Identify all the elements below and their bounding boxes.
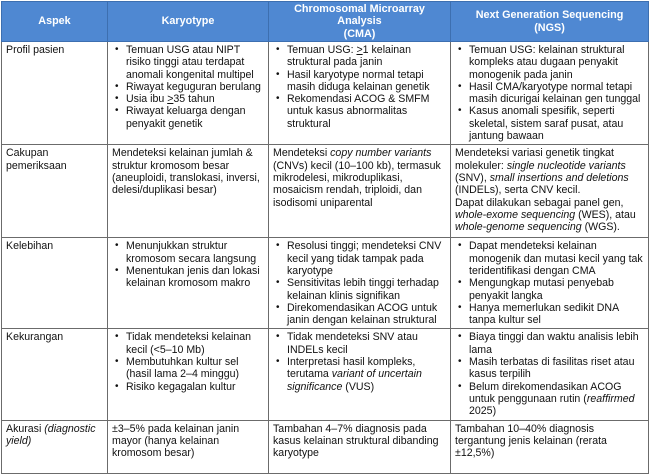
header-aspek-label: Aspek [38, 15, 71, 28]
header-karyotype [108, 2, 269, 42]
row-label: Cakupan pemeriksaan [6, 147, 67, 172]
cell-aspek [2, 42, 108, 145]
comparison-table [1, 1, 649, 474]
cell-karyotype [108, 145, 269, 238]
row-label: Akurasi [6, 422, 45, 435]
row-label: Kelebihan [6, 240, 54, 253]
row-label: Profil pasien [6, 44, 65, 56]
row-kelebihan [2, 238, 649, 329]
text: Dapat dilakukan sebagai panel gen, [455, 196, 624, 209]
text: 35 tahun [173, 93, 215, 106]
cell-cma [269, 420, 451, 473]
text: (SNV), [455, 171, 490, 184]
cell-ngs [451, 238, 649, 329]
bullet-list [273, 331, 446, 392]
cell-aspek [2, 145, 108, 238]
list-item: • Temuan USG atau NIPT risiko tinggi atau terdapat anomali kongenital multipel [126, 44, 264, 81]
list-item: • Hanya memerlukan sedikit DNA tanpa kultur sel [469, 302, 644, 327]
list-item: • Mengungkap mutasi penyebab penyakit langka [469, 277, 644, 302]
italic-term: whole-exome sequencing [455, 208, 576, 221]
list-item: • Menentukan jenis dan lokasi kelainan kromosom makro [126, 265, 264, 290]
cell-cma [269, 238, 451, 329]
header-karyotype-label: Karyotype [161, 15, 215, 28]
row-label: Kekurangan [6, 331, 64, 344]
text: 1 kelainan struktural pada janin [287, 44, 411, 69]
italic-term: whole-genome sequencing [455, 221, 582, 234]
header-ngs [451, 2, 649, 42]
list-item [287, 356, 446, 393]
text: (INDELs), serta CNV kecil. [455, 184, 581, 197]
text: (WES), atau [575, 208, 636, 221]
list-item: • Risiko kegagalan kultur [126, 381, 264, 393]
row-kekurangan [2, 329, 649, 420]
cell-aspek [2, 420, 108, 473]
list-item [126, 93, 264, 105]
list-item: • Biaya tinggi dan waktu analisis lebih lama [469, 331, 644, 356]
cell-cma [269, 329, 451, 420]
italic-term: copy number variants [330, 147, 432, 160]
bullet-list [455, 44, 644, 142]
text: 2025) [469, 405, 497, 418]
list-item: • Hasil CMA/karyotype normal tetapi masih dicurigai kelainan gen tunggal [469, 81, 644, 106]
list-item: • Dapat mendeteksi kelainan monogenik dan mutasi kecil yang tak teridentifikasi dengan CMA [469, 240, 644, 277]
cell-ngs [451, 145, 649, 238]
text: (VUS) [342, 380, 375, 393]
cell-text: Tambahan 10–40% diagnosis tergantung jenis kelainan (rerata ±12,5%) [455, 422, 607, 460]
cell-karyotype [108, 420, 269, 473]
bullet-list [112, 44, 264, 130]
cell-karyotype [108, 42, 269, 145]
cell-cma [269, 145, 451, 238]
list-item: • Tidak mendeteksi kelainan kecil (<5–10 Mb) [126, 331, 264, 356]
italic-term: variant of uncertain significance [287, 368, 422, 393]
gte-symbol: > [167, 93, 174, 106]
text: (CNVs) kecil (10–100 kb), termasuk mikrodelesi, mikroduplikasi, mosaicism rendah, triploidi, dan isodisomi uniparental [273, 159, 441, 209]
header-ngs-line1: Next Generation Sequencing [475, 9, 624, 22]
list-item: • Riwayat keguguran berulang [126, 81, 264, 93]
cell-karyotype [108, 238, 269, 329]
text: (WGS). [581, 221, 620, 234]
row-cakupan-pemeriksaan [2, 145, 649, 238]
italic-term: reaffirmed [586, 392, 635, 405]
cell-aspek [2, 329, 108, 420]
list-item: • Direkomendasikan ACOG untuk janin dengan kelainan struktural [287, 302, 446, 327]
cell-ngs [451, 42, 649, 145]
gte-symbol: > [356, 44, 363, 56]
list-item: • Sensitivitas lebih tinggi terhadap kelainan klinis signifikan [287, 277, 446, 302]
row-akurasi [2, 420, 649, 473]
header-aspek [2, 2, 108, 42]
text: Mendeteksi [273, 147, 331, 160]
paragraph [455, 147, 644, 196]
cell-text: Mendeteksi kelainan jumlah & struktur kromosom besar (aneuploidi, translokasi, inversi, delesi/duplikasi besar) [112, 147, 260, 197]
list-item: • Tidak mendeteksi SNV atau INDELs kecil [287, 331, 446, 356]
list-item: • Temuan USG: kelainan struktural kompleks atau dugaan penyakit monogenik pada janin [469, 44, 644, 81]
cell-ngs [451, 420, 649, 473]
list-item: • Membutuhkan kultur sel (hasil lama 2–4 minggu) [126, 356, 264, 381]
cell-aspek [2, 238, 108, 329]
list-item [287, 44, 446, 69]
cell-karyotype [108, 329, 269, 420]
italic-term: small insertions and deletions [489, 171, 629, 184]
header-row [2, 2, 649, 42]
text: Temuan USG: [287, 44, 357, 56]
bullet-list [455, 331, 644, 417]
bullet-list [455, 240, 644, 326]
text: Interpretasi hasil kompleks, terutama [287, 356, 416, 381]
text: Usia ibu [126, 93, 168, 106]
bullet-list [273, 240, 446, 326]
italic-term: (diagnostic yield) [6, 422, 96, 447]
list-item: • Hasil karyotype normal tetapi masih diduga kelainan genetik [287, 69, 446, 94]
italic-term: single nucleotide variants [506, 159, 626, 172]
header-cma-line2: (CMA) [343, 27, 376, 40]
list-item: • Kasus anomali spesifik, seperti skeletal, sistem saraf pusat, atau jantung bawaan [469, 105, 644, 142]
text: Mendeteksi variasi genetik tingkat molekuler: [455, 147, 614, 172]
row-profil-pasien [2, 42, 649, 145]
list-item: • Menunjukkan struktur kromosom secara langsung [126, 240, 264, 265]
bullet-list [273, 44, 446, 130]
list-item: • Resolusi tinggi; mendeteksi CNV kecil yang tidak tampak pada karyotype [287, 240, 446, 277]
paragraph [455, 197, 644, 234]
header-ngs-line2: (NGS) [534, 21, 565, 34]
cell-text: Tambahan 4–7% diagnosis pada kasus kelainan struktural dibanding karyotype [273, 422, 439, 460]
cell-ngs [451, 329, 649, 420]
text: Belum direkomendasikan ACOG untuk penggunaan rutin ( [469, 380, 622, 405]
header-cma-line1: Chromosomal Microarray Analysis [294, 3, 425, 28]
list-item [469, 381, 644, 418]
bullet-list [112, 331, 264, 392]
cell-text: ±3–5% pada kelainan janin mayor (hanya kelainan kromosom besar) [112, 422, 240, 460]
list-item: • Masih terbatas di fasilitas riset atau kasus terpilih [469, 356, 644, 381]
header-cma [269, 2, 451, 42]
list-item: • Riwayat keluarga dengan penyakit genetik [126, 105, 264, 130]
list-item: • Rekomendasi ACOG & SMFM untuk kasus abnormalitas struktural [287, 93, 446, 130]
cell-cma [269, 42, 451, 145]
bullet-list [112, 240, 264, 289]
